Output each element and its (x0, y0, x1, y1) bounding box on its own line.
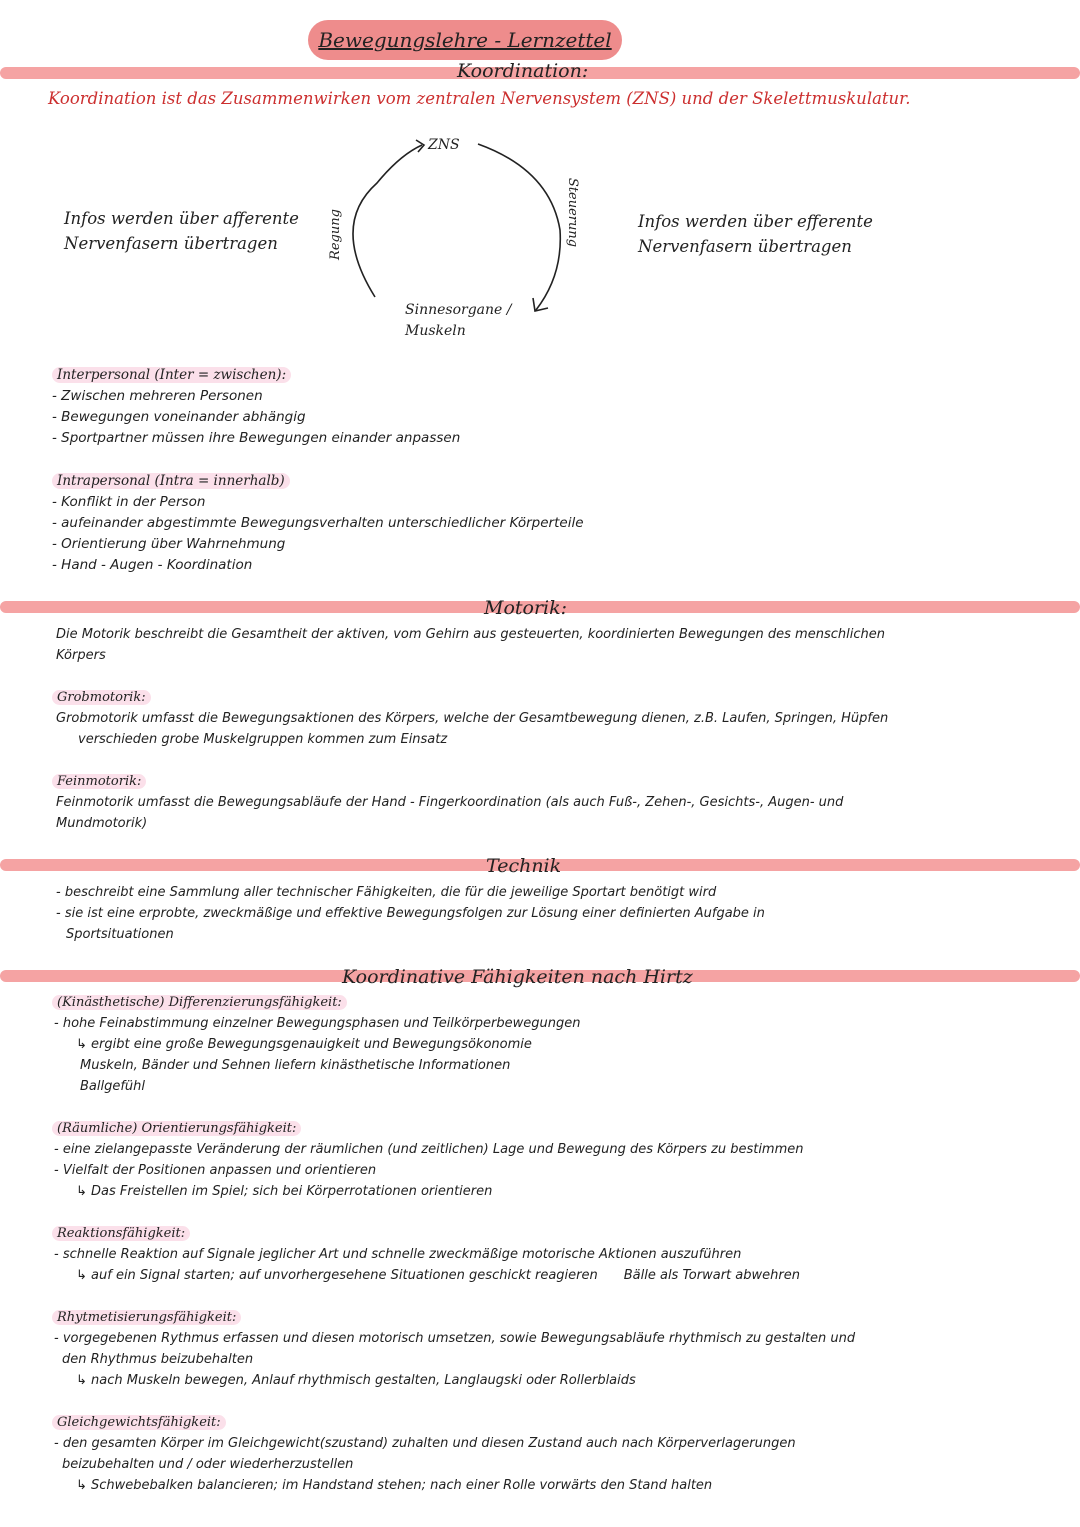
technik-block (56, 882, 765, 945)
orientierung-line-1: - eine zielangepasste Veränderung der räumlichen (und zeitlichen) Lage und Bewegung des Körpers zu bestimmen (54, 1142, 804, 1157)
diagram-muskeln-label: Muskeln (405, 323, 466, 339)
differenzierung-line-4: Ballgefühl (80, 1079, 146, 1094)
orientierung-line-2: - Vielfalt der Positionen anpassen und orientieren (54, 1163, 377, 1178)
feinmotorik-block (52, 771, 843, 834)
reaktion-example: Bälle als Torwart abwehren (623, 1268, 800, 1283)
diagram-regung-label: Regung (327, 209, 343, 260)
list-item: - aufeinander abgestimmte Bewegungsverhalten unterschiedlicher Körperteile (52, 515, 584, 531)
reaktion-heading: Reaktionsfähigkeit: (52, 1226, 190, 1241)
grobmotorik-line-1: Grobmotorik umfasst die Bewegungsaktionen des Körpers, welche der Gesamtbewegung dienen, z.B. Laufen, Springen, Hüpfen (56, 711, 889, 726)
corner-arrow-icon: ↳ (76, 1478, 92, 1493)
differenzierung-heading: (Kinästhetische) Differenzierungsfähigkeit: (52, 995, 347, 1010)
corner-arrow-icon: ↳ (76, 1037, 92, 1052)
rhythmus-block (52, 1307, 855, 1391)
differenzierung-line-3: Muskeln, Bänder und Sehnen liefern kinästhetische Informationen (80, 1058, 511, 1073)
grobmotorik-line-2: verschieden grobe Muskelgruppen kommen zum Einsatz (78, 732, 448, 747)
orientierung-block (52, 1118, 804, 1202)
grobmotorik-heading: Grobmotorik: (52, 690, 151, 705)
differenzierung-line-2: ↳ ergibt eine große Bewegungsgenauigkeit und Bewegungsökonomie (76, 1037, 532, 1052)
rhythmus-line-1: - vorgegebenen Rythmus erfassen und diesen motorisch umsetzen, sowie Bewegungsabläufe rhythmisch zu gestalten und (54, 1331, 856, 1346)
page-title: Bewegungslehre - Lernzettel (308, 20, 622, 60)
feinmotorik-heading: Feinmotorik: (52, 774, 146, 789)
corner-arrow-icon: ↳ (76, 1373, 92, 1388)
gleichgewicht-line-3: ↳ Schwebebalken balancieren; im Handstand stehen; nach einer Rolle vorwärts den Stand halten (76, 1478, 713, 1493)
koordination-definition: Koordination ist das Zusammenwirken vom zentralen Nervensystem (ZNS) und der Skelettmuskulatur. (48, 89, 911, 108)
corner-arrow-icon: ↳ (76, 1268, 92, 1283)
reaktion-line-1: - schnelle Reaktion auf Signale jeglicher Art und schnelle zweckmäßige motorische Aktionen auszuführen (54, 1247, 742, 1262)
list-item: - Zwischen mehreren Personen (52, 388, 263, 404)
gleichgewicht-line-1: - den gesamten Körper im Gleichgewicht(szustand) zuhalten und diesen Zustand auch nach Körperverlagerungen (54, 1436, 796, 1451)
list-item: - Sportpartner müssen ihre Bewegungen einander anpassen (52, 430, 461, 446)
interpersonal-block (52, 365, 460, 449)
koordination-heading: Koordination: (457, 60, 589, 82)
list-item: - Orientierung über Wahrnehmung (52, 536, 286, 552)
afferent-line-2: Nervenfasern übertragen (64, 234, 278, 253)
differenzierung-block (52, 992, 580, 1097)
interpersonal-heading: Interpersonal (Inter = zwischen): (52, 367, 291, 383)
feinmotorik-line-2: Mundmotorik) (56, 816, 148, 831)
motorik-definition-line-1: Die Motorik beschreibt die Gesamtheit der aktiven, vom Gehirn aus gesteuerten, koordinierten Bewegungen des menschlichen (56, 627, 885, 642)
list-item: - Bewegungen voneinander abhängig (52, 409, 306, 425)
diagram-zns-label: ZNS (428, 137, 460, 153)
technik-line-1: - beschreibt eine Sammlung aller technischer Fähigkeiten, die für die jeweilige Sportart benötigt wird (56, 885, 717, 900)
motorik-definition (56, 624, 885, 666)
motorik-definition-line-2: Körpers (56, 648, 106, 663)
intrapersonal-block (52, 471, 584, 576)
gleichgewicht-block (52, 1412, 796, 1496)
reaktion-line-2: ↳ auf ein Signal starten; auf unvorhergesehene Situationen geschickt reagieren Bälle als Torwart abwehren (76, 1268, 800, 1283)
orientierung-line-3: ↳ Das Freistellen im Spiel; sich bei Körperrotationen orientieren (76, 1184, 493, 1199)
grobmotorik-block (52, 687, 888, 750)
motorik-heading: Motorik: (484, 597, 568, 619)
steuerung-arrow (478, 144, 560, 310)
diagram-sinnesorgane-label: Sinnesorgane / (405, 302, 512, 318)
efferent-line-1: Infos werden über efferente (638, 212, 873, 231)
technik-line-3: Sportsituationen (66, 927, 174, 942)
efferent-line-2: Nervenfasern übertragen (638, 237, 852, 256)
diagram-steuerung-label: Steuerung (565, 177, 581, 248)
afferent-line-1: Infos werden über afferente (64, 209, 299, 228)
list-item: - Hand - Augen - Koordination (52, 557, 253, 573)
differenzierung-line-1: - hohe Feinabstimmung einzelner Bewegungsphasen und Teilkörperbewegungen (54, 1016, 581, 1031)
rhythmus-heading: Rhytmetisierungsfähigkeit: (52, 1310, 241, 1325)
regung-arrow (353, 145, 422, 297)
gleichgewicht-line-2: beizubehalten und / oder wiederherzustellen (62, 1457, 354, 1472)
hirtz-heading: Koordinative Fähigkeiten nach Hirtz (342, 966, 693, 988)
technik-line-2: - sie ist eine erprobte, zweckmäßige und effektive Bewegungsfolgen zur Lösung einer definierten Aufgabe in (56, 906, 765, 921)
intrapersonal-heading: Intrapersonal (Intra = innerhalb) (52, 473, 290, 489)
technik-heading: Technik (486, 855, 562, 877)
rhythmus-line-3: ↳ nach Muskeln bewegen, Anlauf rhythmisch gestalten, Langlaugski oder Rollerblaids (76, 1373, 636, 1388)
list-item: - Konflikt in der Person (52, 494, 206, 510)
rhythmus-line-2: den Rhythmus beizubehalten (62, 1352, 254, 1367)
orientierung-heading: (Räumliche) Orientierungsfähigkeit: (52, 1121, 301, 1136)
feinmotorik-line-1: Feinmotorik umfasst die Bewegungsabläufe der Hand - Fingerkoordination (als auch Fuß-, Zehen-, Gesichts-, Augen- und (56, 795, 844, 810)
corner-arrow-icon: ↳ (76, 1184, 92, 1199)
reaktion-block (52, 1223, 800, 1286)
gleichgewicht-heading: Gleichgewichtsfähigkeit: (52, 1415, 226, 1430)
